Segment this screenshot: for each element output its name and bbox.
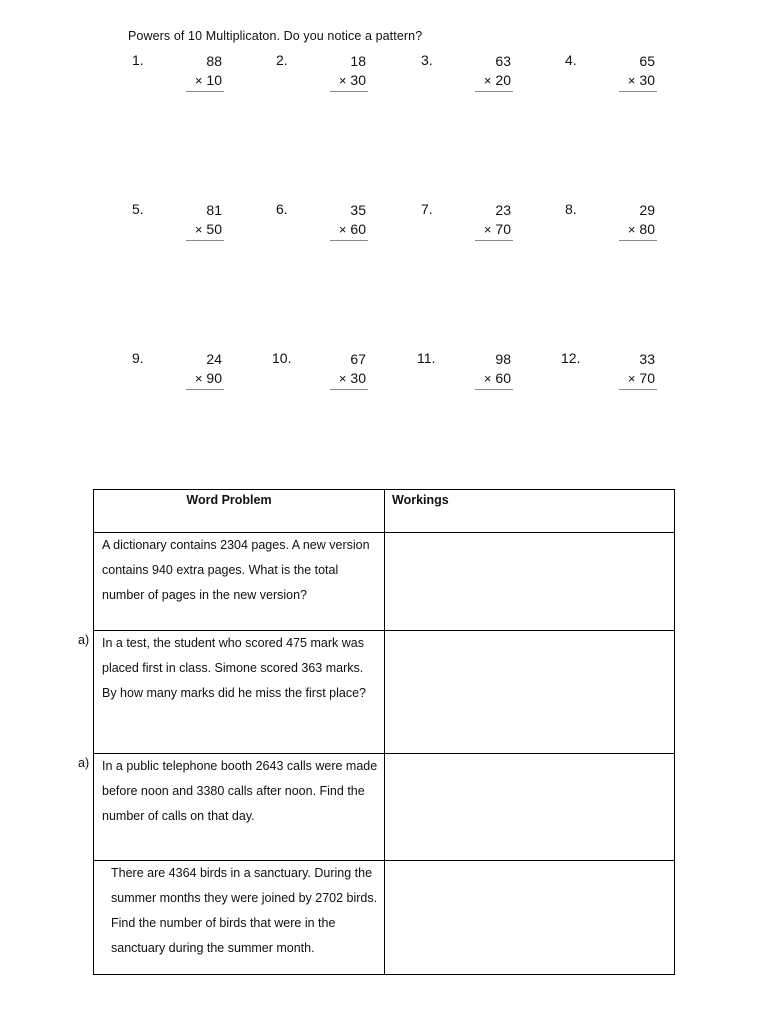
times-icon: ×	[338, 222, 347, 237]
multiplier: 30	[350, 72, 366, 88]
table-row	[94, 631, 675, 754]
problem-number: 6.	[276, 201, 288, 217]
multiplier: 70	[495, 221, 511, 237]
times-icon: ×	[627, 222, 636, 237]
problem-number: 7.	[421, 201, 433, 217]
multiplicand: 67	[350, 351, 366, 367]
problem-2	[276, 52, 366, 92]
problem-3	[421, 52, 511, 92]
times-icon: ×	[194, 371, 203, 386]
times-icon: ×	[194, 73, 203, 88]
problem-number: 8.	[565, 201, 577, 217]
table-row	[94, 754, 675, 861]
answer-line	[186, 389, 224, 390]
word-problem-text: There are 4364 birds in a sanctuary. During the summer months they were joined by 2702 birds. Find the number of birds that were in the sanctuary during the summer month.	[111, 866, 378, 955]
multiplicand: 23	[495, 202, 511, 218]
answer-line	[619, 240, 657, 241]
problem-number: 1.	[132, 52, 144, 68]
problem-number: 3.	[421, 52, 433, 68]
table-row	[94, 861, 675, 975]
multiplicand: 35	[350, 202, 366, 218]
table-header-row	[94, 490, 675, 533]
problem-number: 12.	[561, 350, 581, 366]
multiplier: 30	[350, 370, 366, 386]
header-word-problem: Word Problem	[186, 493, 272, 507]
multiplicand: 24	[206, 351, 222, 367]
problem-10	[272, 350, 366, 390]
answer-line	[619, 389, 657, 390]
answer-line	[186, 240, 224, 241]
problem-9	[132, 350, 222, 390]
problem-4	[565, 52, 655, 92]
answer-line	[475, 91, 513, 92]
answer-line	[475, 389, 513, 390]
times-icon: ×	[483, 73, 492, 88]
multiplier: 30	[639, 72, 655, 88]
item-marker: a)	[78, 756, 90, 770]
problem-5	[132, 201, 222, 241]
times-icon: ×	[194, 222, 203, 237]
multiplicand: 88	[206, 53, 222, 69]
header-workings: Workings	[392, 493, 449, 507]
problem-number: 10.	[272, 350, 292, 366]
multiplier: 10	[206, 72, 222, 88]
problem-12	[561, 350, 655, 390]
times-icon: ×	[483, 222, 492, 237]
workings-cell[interactable]	[385, 754, 675, 861]
multiplier: 90	[206, 370, 222, 386]
answer-line	[330, 91, 368, 92]
answer-line	[186, 91, 224, 92]
answer-line	[619, 91, 657, 92]
answer-line	[475, 240, 513, 241]
answer-line	[330, 389, 368, 390]
problem-number: 11.	[417, 350, 436, 366]
worksheet-title: Powers of 10 Multiplicaton. Do you notice a pattern?	[128, 29, 423, 43]
problem-1	[132, 52, 222, 92]
word-problem-text: In a test, the student who scored 475 mark was placed first in class. Simone scored 363 marks. By how many marks did he miss the first place?	[102, 636, 366, 700]
multiplier: 50	[206, 221, 222, 237]
word-problem-text: In a public telephone booth 2643 calls were made before noon and 3380 calls after noon. Find the number of calls on that day.	[102, 759, 378, 823]
workings-cell[interactable]	[385, 631, 675, 754]
problem-7	[421, 201, 511, 241]
word-problem-text: A dictionary contains 2304 pages. A new version contains 940 extra pages. What is the total number of pages in the new version?	[102, 538, 370, 602]
workings-cell[interactable]	[385, 533, 675, 631]
problem-number: 4.	[565, 52, 577, 68]
multiplicand: 18	[350, 53, 366, 69]
times-icon: ×	[483, 371, 492, 386]
problem-11	[417, 350, 511, 390]
answer-line	[330, 240, 368, 241]
times-icon: ×	[338, 73, 347, 88]
multiplicand: 63	[495, 53, 511, 69]
multiplier: 60	[495, 370, 511, 386]
multiplier: 60	[350, 221, 366, 237]
multiplier: 70	[639, 370, 655, 386]
multiplicand: 33	[639, 351, 655, 367]
times-icon: ×	[627, 73, 636, 88]
multiplicand: 81	[206, 202, 222, 218]
problem-number: 9.	[132, 350, 144, 366]
workings-cell[interactable]	[385, 861, 675, 975]
multiplicand: 65	[639, 53, 655, 69]
times-icon: ×	[338, 371, 347, 386]
word-problem-table	[78, 489, 675, 975]
item-marker: a)	[78, 633, 90, 647]
multiplicand: 29	[639, 202, 655, 218]
problem-6	[276, 201, 366, 241]
times-icon: ×	[627, 371, 636, 386]
multiplier: 80	[639, 221, 655, 237]
problem-8	[565, 201, 655, 241]
problem-number: 5.	[132, 201, 144, 217]
multiplicand: 98	[495, 351, 511, 367]
problem-number: 2.	[276, 52, 288, 68]
multiplier: 20	[495, 72, 511, 88]
table-row	[94, 533, 675, 631]
